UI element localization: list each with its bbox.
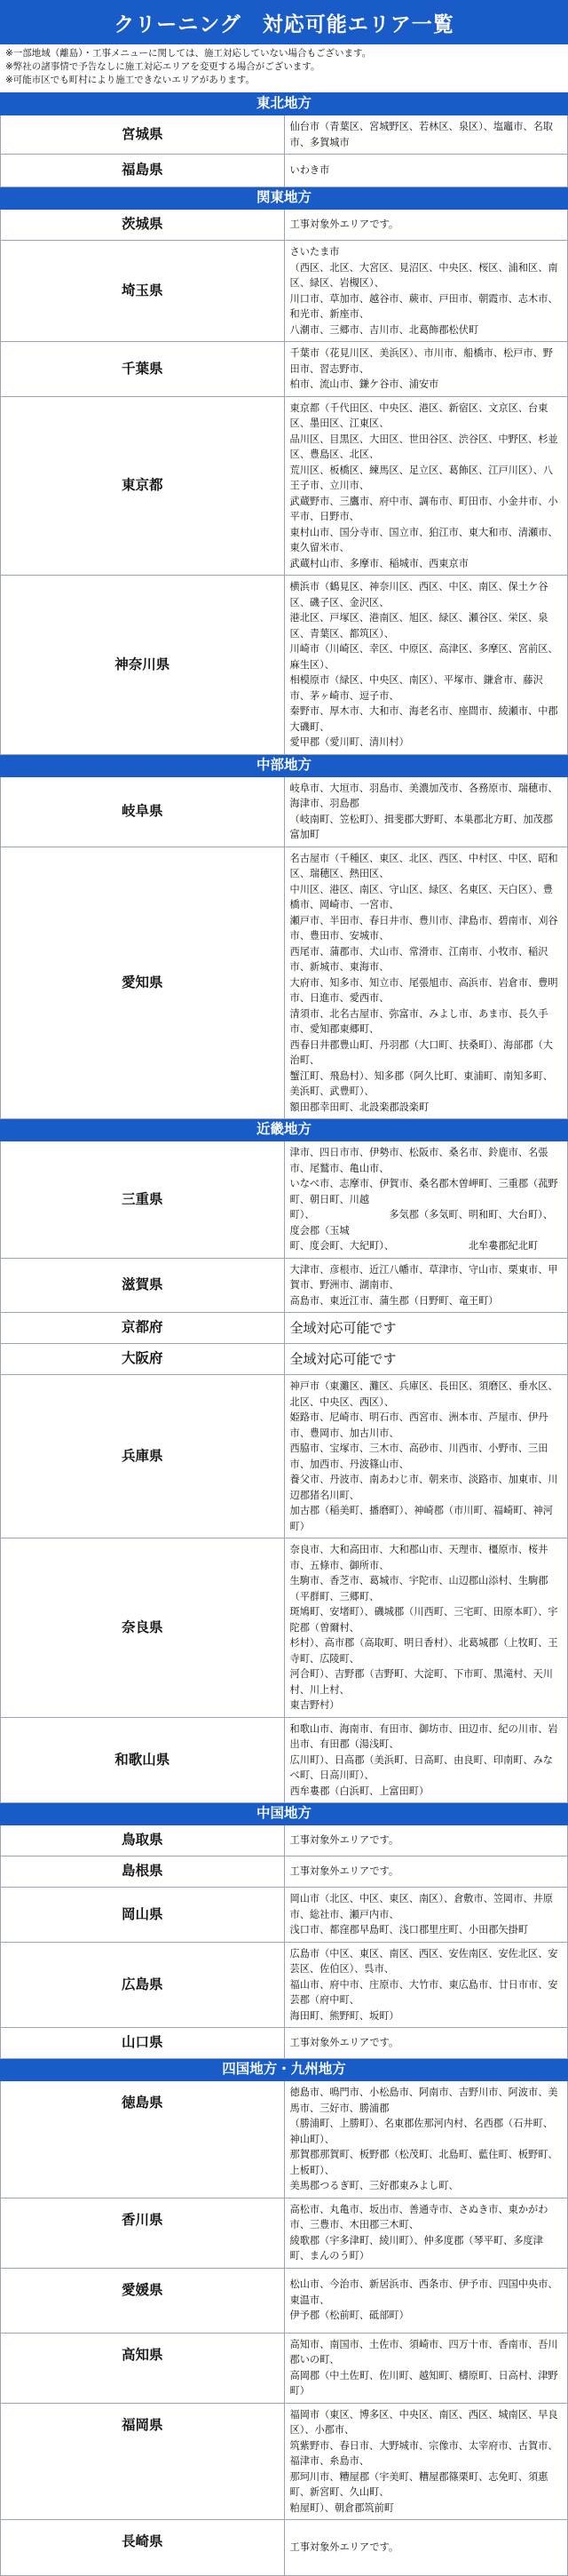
prefecture-name: 愛知県 <box>1 847 285 1119</box>
region-header <box>1 754 568 776</box>
service-area: さいたま市 （西区、北区、大宮区、見沼区、中央区、桜区、浦和区、南区、緑区、岩槻区）、 川口市、草加市、越谷市、蕨市、戸田市、朝霞市、志木市、和光市、新座市、 八潮市、三郷市、吉川市、北葛飾郡松伏町 <box>284 241 568 342</box>
prefecture-name: 大阪府 <box>1 1344 285 1375</box>
service-area: 千葉市（花見川区、美浜区）、市川市、船橋市、松戸市、野田市、習志野市、 柏市、流山市、鎌ケ谷市、浦安市 <box>284 342 568 397</box>
service-area: 全域対応可能です <box>284 1313 568 1344</box>
prefecture-name: 福岡県 <box>1 2403 285 2520</box>
prefecture-name: 神奈川県 <box>1 576 285 755</box>
region-header <box>1 187 568 210</box>
region-name: 中部地方 <box>1 754 568 776</box>
prefecture-row <box>1 342 568 397</box>
prefecture-name: 滋賀県 <box>1 1258 285 1313</box>
service-area: 工事対象外エリアです。 <box>284 2520 568 2576</box>
prefecture-name: 和歌山県 <box>1 1717 285 1803</box>
prefecture-name: 岡山県 <box>1 1888 285 1943</box>
notes <box>0 44 568 92</box>
service-area: 広島市（中区、東区、南区、西区、安佐南区、安佐北区、安芸区、佐伯区）、呉市、 福山市、府中市、庄原市、大竹市、東広島市、廿日市市、安芸郡（府中町、 海田町、熊野町、坂町） <box>284 1942 568 2028</box>
area-table <box>0 92 568 2576</box>
service-area: 神戸市（東灘区、灘区、兵庫区、長田区、須磨区、垂水区、北区、中央区、西区）、 姫路市、尼崎市、明石市、西宮市、洲本市、芦屋市、伊丹市、豊岡市、加古川市、 西脇市、宝塚市、三木市、高砂市、川西市、小野市、三田市、加西市、丹波篠山市、 養父市、丹波市、南あわじ市、朝来市、淡路市、加東市、川辺郡猪名川町、 加古郡（稲美町、播磨町）、神崎郡（市川町、福崎町、神河町） <box>284 1375 568 1538</box>
prefecture-name: 福島県 <box>1 155 285 187</box>
prefecture-name: 愛媛県 <box>1 2268 285 2333</box>
service-area: 工事対象外エリアです。 <box>284 2028 568 2059</box>
service-area: いわき市 <box>284 155 568 187</box>
region-header <box>1 2059 568 2081</box>
prefecture-row <box>1 1888 568 1943</box>
prefecture-row <box>1 2081 568 2198</box>
service-area: 和歌山市、海南市、有田市、御坊市、田辺市、紀の川市、岩出市、有田郡（湯浅町、 広川町）、日高郡（美浜町、日高町、由良町、印南町、みなべ町、日高川町）、 西牟婁郡（白浜町、上富田町） <box>284 1717 568 1803</box>
prefecture-name: 広島県 <box>1 1942 285 2028</box>
prefecture-name: 岐阜県 <box>1 776 285 847</box>
prefecture-row <box>1 1538 568 1718</box>
prefecture-name: 埼玉県 <box>1 241 285 342</box>
note: ※弊社の諸事情で予告なしに施工対応エリアを変更する場合がございます。 <box>5 61 320 72</box>
prefecture-name: 山口県 <box>1 2028 285 2059</box>
prefecture-name: 京都府 <box>1 1313 285 1344</box>
prefecture-row <box>1 1313 568 1344</box>
prefecture-row <box>1 155 568 187</box>
region-header <box>1 1119 568 1141</box>
service-area: 東京都（千代田区、中央区、港区、新宿区、文京区、台東区、墨田区、江東区、 品川区、目黒区、大田区、世田谷区、渋谷区、中野区、杉並区、豊島区、北区、 荒川区、板橋区、練馬区、足立区、葛飾区、江戸川区）、八王子市、立川市、 武蔵野市、三鷹市、府中市、調布市、町田市、小金井市、小平市、日野市、 東村山市、国分寺市、国立市、狛江市、東大和市、清瀬市、東久留米市、 武蔵村山市、多摩市、稲城市、西東京市 <box>284 396 568 576</box>
service-area: 工事対象外エリアです。 <box>284 1825 568 1856</box>
region-header <box>1 93 568 115</box>
service-area: 高知市、南国市、土佐市、須崎市、四万十市、香南市、吾川郡いの町、 高岡郡（中土佐町、佐川町、越知町、檮原町、日高村、津野町） <box>284 2333 568 2403</box>
service-area: 工事対象外エリアです。 <box>284 1856 568 1888</box>
region-header <box>1 1803 568 1825</box>
prefecture-name: 島根県 <box>1 1856 285 1888</box>
page-title: クリーニング 対応可能エリア一覧 <box>0 0 568 44</box>
region-name: 中国地方 <box>1 1803 568 1825</box>
service-area: 福岡市（東区、博多区、中央区、南区、西区、城南区、早良区）、小郡市、 筑紫野市、春日市、大野城市、宗像市、太宰府市、古賀市、福津市、糸島市、 那珂川市、糟屋郡（宇美町、糟屋郡篠栗町、志免町、須惠町、新宮町、久山町、 粕屋町）、朝倉郡筑前町 <box>284 2403 568 2520</box>
prefecture-name: 鳥取県 <box>1 1825 285 1856</box>
service-area: 工事対象外エリアです。 <box>284 210 568 241</box>
region-name: 近畿地方 <box>1 1119 568 1141</box>
prefecture-row <box>1 1856 568 1888</box>
service-area: 大津市、彦根市、近江八幡市、草津市、守山市、栗東市、甲賀市、野洲市、湖南市、 高島市、東近江市、蒲生郡（日野町、竜王町） <box>284 1258 568 1313</box>
region-name: 四国地方・九州地方 <box>1 2059 568 2081</box>
prefecture-row <box>1 1375 568 1538</box>
prefecture-row <box>1 2520 568 2576</box>
prefecture-name: 茨城県 <box>1 210 285 241</box>
prefecture-row <box>1 241 568 342</box>
prefecture-row <box>1 396 568 576</box>
prefecture-row <box>1 1141 568 1259</box>
prefecture-row <box>1 1717 568 1803</box>
note: ※可能市区でも町村により施工できないエリアがあります。 <box>5 75 255 85</box>
prefecture-row <box>1 2333 568 2403</box>
service-area: 横浜市（鶴見区、神奈川区、西区、中区、南区、保土ケ谷区、磯子区、金沢区、 港北区、戸塚区、港南区、旭区、緑区、瀬谷区、栄区、泉区、青葉区、都筑区）、 川崎市（川崎区、幸区、中原区、高津区、多摩区、宮前区、麻生区）、 相模原市（緑区、中央区、南区）、平塚市、鎌倉市、藤沢市、茅ヶ崎市、逗子市、 秦野市、厚木市、大和市、海老名市、座間市、綾瀬市、中郡大磯町、 愛甲郡（愛川町、清川村） <box>284 576 568 755</box>
prefecture-row <box>1 1825 568 1856</box>
prefecture-name: 香川県 <box>1 2198 285 2268</box>
prefecture-row <box>1 2403 568 2520</box>
prefecture-name: 兵庫県 <box>1 1375 285 1538</box>
prefecture-row <box>1 847 568 1119</box>
prefecture-name: 長崎県 <box>1 2520 285 2576</box>
service-area: 高松市、丸亀市、坂出市、善通寺市、さぬき市、東かがわ市、三豊市、木田郡三木町、 綾歌郡（宇多津町、綾川町）、仲多度郡（琴平町、多度津町、まんのう町） <box>284 2198 568 2268</box>
area-table-body <box>1 93 568 2576</box>
service-area: 全域対応可能です <box>284 1344 568 1375</box>
prefecture-name: 千葉県 <box>1 342 285 397</box>
service-area: 徳島市、鳴門市、小松島市、阿南市、吉野川市、阿波市、美馬市、三好市、勝浦郡 （勝浦町、上勝町）、名東郡佐那河内村、名西郡（石井町、神山町）、 那賀郡那賀町、板野郡（松茂町、北島町、藍住町、板野町、上板町）、 美馬郡つるぎ町、三好郡東みよし町、 <box>284 2081 568 2198</box>
prefecture-row <box>1 2028 568 2059</box>
prefecture-row <box>1 210 568 241</box>
service-area: 奈良市、大和高田市、大和郡山市、天理市、橿原市、桜井市、五條市、御所市、 生駒市、香芝市、葛城市、宇陀市、山辺郡山添村、生駒郡（平群町、三郷町、 斑鳩町、安堵町）、磯城郡（川西町、三宅町、田原本町）、宇陀郡（曽爾村、 杉村）、高市郡（高取町、明日香村）、北葛城郡（上牧町、王寺町、広陵町、 河合町）、吉野郡（吉野町、大淀町、下市町、黒滝村、天川村、川上村、 東吉野村） <box>284 1538 568 1718</box>
service-area: 岡山市（北区、中区、東区、南区）、倉敷市、笠岡市、井原市、総社市、瀬戸内市、 浅口市、都窪郡早島町、浅口郡里庄町、小田郡矢掛町 <box>284 1888 568 1943</box>
prefecture-row <box>1 776 568 847</box>
prefecture-row <box>1 2268 568 2333</box>
prefecture-row <box>1 1344 568 1375</box>
prefecture-name: 三重県 <box>1 1141 285 1259</box>
prefecture-row <box>1 2198 568 2268</box>
prefecture-name: 東京都 <box>1 396 285 576</box>
service-area: 岐阜市、大垣市、羽島市、美濃加茂市、各務原市、瑞穂市、海津市、羽島郡 （岐南町、笠松町）、揖斐郡大野町、本巣郡北方町、加茂郡富加町 <box>284 776 568 847</box>
service-area: 津市、四日市市、伊勢市、松阪市、桑名市、鈴鹿市、名張市、尾鷲市、亀山市、 いなべ市、志摩市、伊賀市、桑名郡木曽岬町、三重郡（菰野町、朝日町、川越 町）、 多気郡（多気町、明和町、大台町）、度会郡（玉城 町、度会町、大紀町）、 北牟婁郡紀北町 <box>284 1141 568 1259</box>
prefecture-row <box>1 115 568 155</box>
region-name: 関東地方 <box>1 187 568 210</box>
service-area: 仙台市（青葉区、宮城野区、若林区、泉区）、塩竈市、名取市、多賀城市 <box>284 115 568 155</box>
service-area: 松山市、今治市、新居浜市、西条市、伊予市、四国中央市、東温市、 伊予郡（松前町、砥部町） <box>284 2268 568 2333</box>
service-area: 名古屋市（千種区、東区、北区、西区、中村区、中区、昭和区、瑞穂区、熱田区、 中川区、港区、南区、守山区、緑区、名東区、天白区）、豊橋市、岡崎市、一宮市、 瀬戸市、半田市、春日井市、豊川市、津島市、碧南市、刈谷市、豊田市、安城市、 西尾市、蒲郡市、犬山市、常滑市、江南市、小牧市、稲沢市、新城市、東海市、 大府市、知多市、知立市、尾張旭市、高浜市、岩倉市、豊明市、日進市、愛西市、 清須市、北名古屋市、弥富市、みよし市、あま市、長久手市、愛知郡東郷町、 西春日井郡豊山町、丹羽郡（大口町、扶桑町）、海部郡（大治町、 蟹江町、飛島村）、知多郡（阿久比町、東浦町、南知多町、美浜町、武豊町）、 額田郡幸田町、北設楽郡設楽町 <box>284 847 568 1119</box>
note: ※一部地域（離島）・工事メニューに関しては、施工対応していない場合もございます。 <box>5 48 372 59</box>
prefecture-row <box>1 1258 568 1313</box>
prefecture-name: 高知県 <box>1 2333 285 2403</box>
prefecture-name: 徳島県 <box>1 2081 285 2198</box>
prefecture-row <box>1 1942 568 2028</box>
region-name: 東北地方 <box>1 93 568 115</box>
prefecture-name: 奈良県 <box>1 1538 285 1718</box>
prefecture-row <box>1 576 568 755</box>
prefecture-name: 宮城県 <box>1 115 285 155</box>
